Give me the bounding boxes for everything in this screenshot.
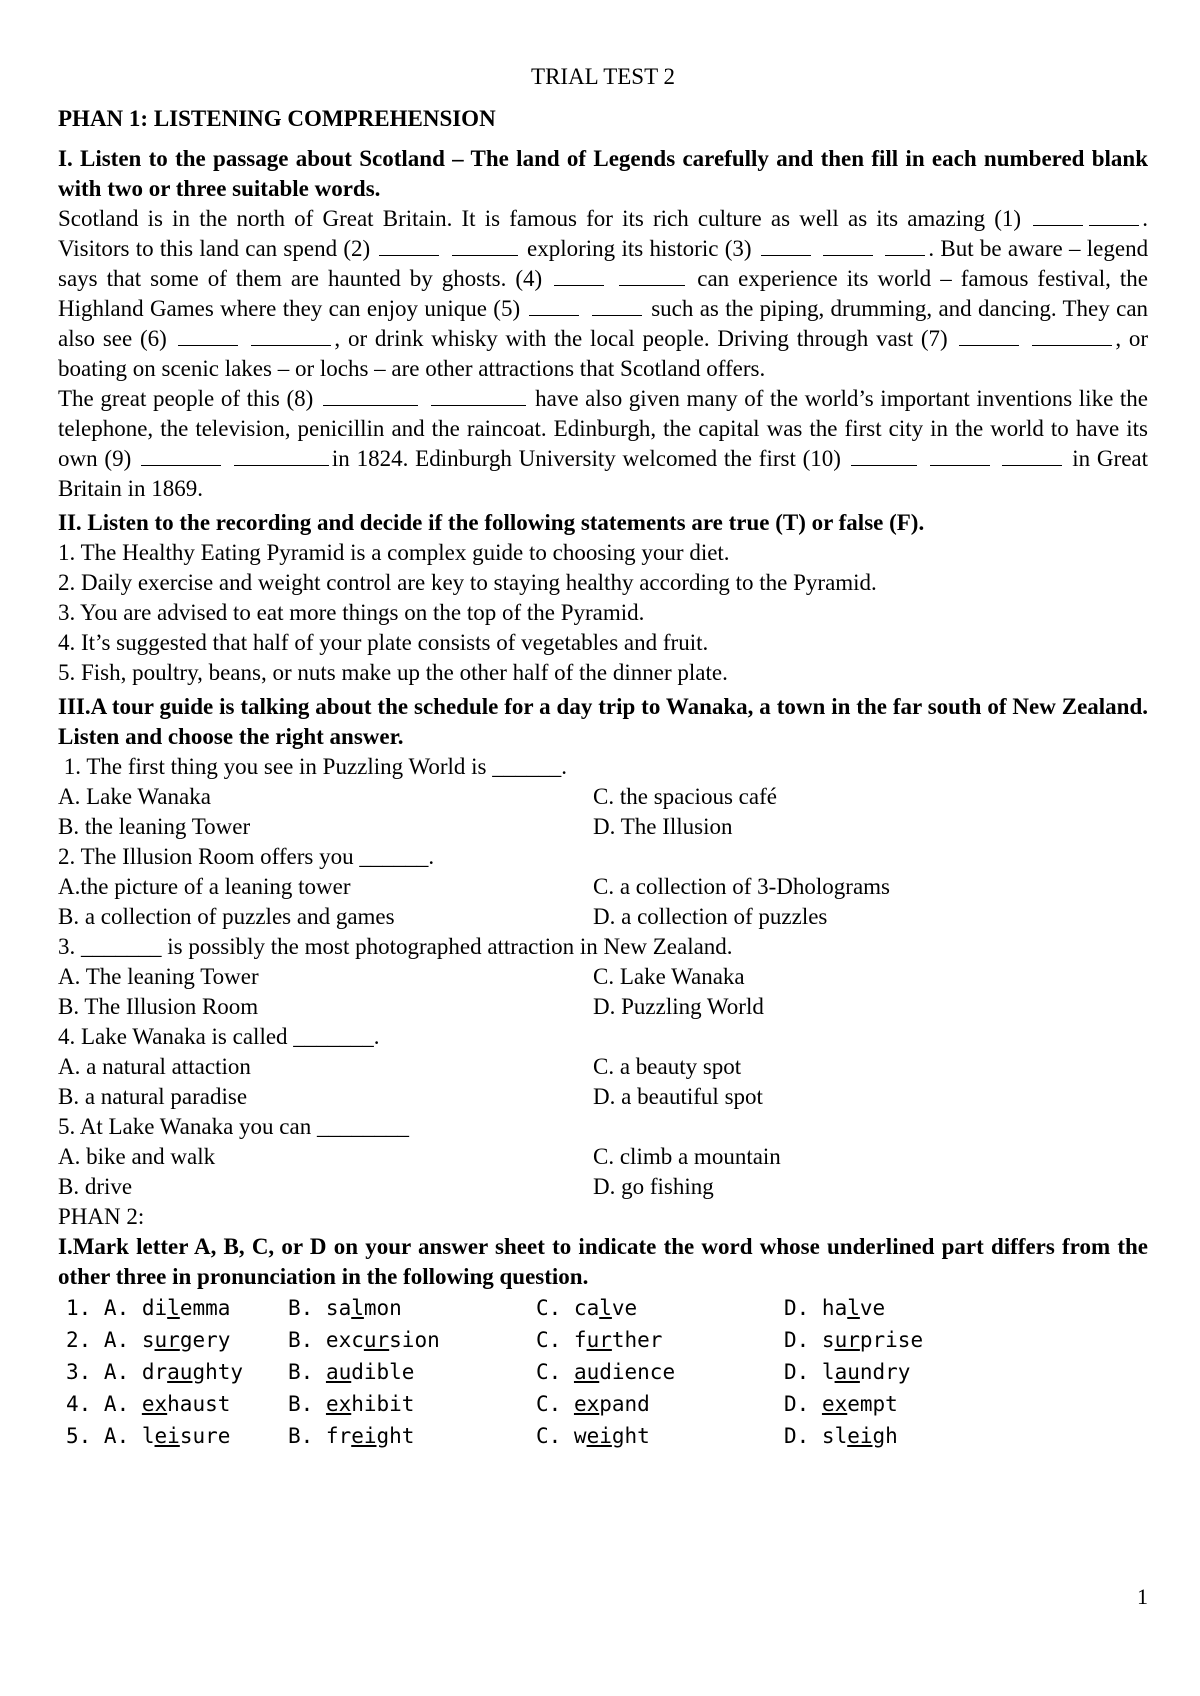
word-part: pand [599,1392,650,1416]
passage-text: have also given many of the world’s important inventions like the telephone, the television, penicillin and the raincoat. Edinburgh, the capital was the first city in the world to have its own (9) [58,386,1148,471]
blank-7b[interactable] [1032,327,1112,346]
underlined-part: au [573,1360,600,1384]
option[interactable]: C. the spacious café [593,784,777,809]
underlined-part: l [167,1296,180,1320]
pronunciation-option[interactable] [536,1324,784,1356]
option[interactable]: A. a natural attaction [58,1054,251,1079]
option[interactable]: B. The Illusion Room [58,994,259,1019]
passage-text: . Visitors to this land can spend (2) [58,206,1149,261]
statement-item: 5. Fish, poultry, beans, or nuts make up the other half of the dinner plate. [58,660,728,685]
option[interactable]: D. a collection of puzzles [593,904,828,929]
option[interactable]: B. a collection of puzzles and games [58,904,395,929]
pronunciation-option[interactable] [784,1324,1024,1356]
option[interactable]: D. The Illusion [593,814,733,839]
row-pad [58,1324,66,1356]
blank-3b[interactable] [823,237,873,256]
blank-8b[interactable] [431,387,526,406]
passage-text: Scotland is in the north of Great Britain. It is famous for its rich culture as well as its amazing (1) [58,206,1022,231]
passage-text: , or drink whisky with the local people. Driving through vast (7) [334,326,948,351]
blank-4b[interactable] [619,267,685,286]
blank-6b[interactable] [251,327,331,346]
pronunciation-option[interactable] [66,1292,288,1324]
word-part: haust [167,1392,231,1416]
word-part: emma [179,1296,231,1320]
word-part: gery [179,1328,231,1352]
word-part: dience [599,1360,676,1384]
scotland-passage-paragraph-1 [58,204,1148,384]
scotland-passage-paragraph-2 [58,384,1148,504]
word-part: sion [389,1328,440,1352]
passage-text: exploring its historic (3) [527,236,752,261]
option[interactable]: C. a collection of 3-Dholograms [593,874,891,899]
underlined-part: ei [351,1424,377,1448]
word-part: ghty [192,1360,244,1384]
underlined-part: au [834,1360,860,1384]
word-part: ndry [859,1360,911,1384]
underlined-part: ex [325,1392,352,1416]
part1-heading: PHAN 1: LISTENING COMPREHENSION [58,106,496,131]
option[interactable]: B. the leaning Tower [58,814,251,839]
word-part: B. sa [288,1296,352,1320]
word-part: D. ha [784,1296,848,1320]
pronunciation-option[interactable] [536,1388,784,1420]
passage-text: , or boating on scenic lakes – or lochs – are other attractions that Scotland offers. [58,326,1149,381]
statement-item: 3. You are advised to eat more things on the top of the Pyramid. [58,600,645,625]
section3-instruction: III.A tour guide is talking about the schedule for a day trip to Wanaka, a town in the far south of New Zealand. Listen and choose the right answer. [58,694,1148,749]
row-pad [58,1388,66,1420]
underlined-part: au [167,1360,193,1384]
word-part: B. [288,1360,326,1384]
mc-question: 5. At Lake Wanaka you can ________ [58,1114,409,1139]
blank-5a[interactable] [529,297,579,316]
mc-options [58,1052,1148,1112]
blank-2a[interactable] [379,237,439,256]
word-part: C. f [536,1328,587,1352]
mc-options [58,1142,1148,1202]
blank-1a[interactable] [1033,207,1083,226]
pronunciation-option[interactable] [536,1356,784,1388]
row-pad [58,1420,66,1452]
statement-item: 2. Daily exercise and weight control are key to staying healthy according to the Pyramid. [58,570,877,595]
option[interactable]: A. The leaning Tower [58,964,259,989]
blank-2b[interactable] [452,237,518,256]
statement-item: 4. It’s suggested that half of your plate consists of vegetables and fruit. [58,630,709,655]
statement-item: 1. The Healthy Eating Pyramid is a complex guide to choosing your diet. [58,540,730,565]
underlined-part: ei [154,1424,180,1448]
mc-question: 2. The Illusion Room offers you ______. [58,844,435,869]
word-part: ght [376,1424,415,1448]
word-part: hibit [351,1392,415,1416]
pronunciation-option[interactable] [288,1420,536,1452]
pronunciation-option[interactable] [288,1356,536,1388]
word-part: D. sl [784,1424,848,1448]
pronunciation-option[interactable] [288,1388,536,1420]
underlined-part: l [847,1296,860,1320]
pronunciation-option[interactable] [784,1388,1024,1420]
word-part: ve [859,1296,886,1320]
page-number: 1 [1137,1584,1148,1609]
pronunciation-table [58,1292,1148,1452]
passage-text: such as the piping, drumming, and dancing. They can also see (6) [58,296,1149,351]
option[interactable]: A.the picture of a leaning tower [58,874,351,899]
section2-instruction: II. Listen to the recording and decide if the following statements are true (T) or false (F). [58,510,925,535]
word-part: C. ca [536,1296,600,1320]
blank-3a[interactable] [761,237,811,256]
mc-question: 1. The first thing you see in Puzzling World is ______. [58,754,568,779]
underlined-part: ex [821,1392,848,1416]
underlined-part: l [351,1296,364,1320]
blank-1b[interactable] [1089,207,1139,226]
word-part: 4. A. [66,1392,142,1416]
word-part: 3. A. dr [66,1360,168,1384]
option[interactable]: C. a beauty spot [593,1054,742,1079]
pronunciation-option[interactable] [784,1420,1024,1452]
word-part: gh [872,1424,898,1448]
word-part: mon [363,1296,402,1320]
option[interactable]: B. a natural paradise [58,1084,248,1109]
underlined-part: ei [847,1424,873,1448]
blank-6a[interactable] [178,327,238,346]
word-part: ther [611,1328,663,1352]
option[interactable]: C. climb a mountain [593,1144,781,1169]
passage-text: . But be aware – legend says that some of them are haunted by ghosts. (4) [58,236,1149,291]
passage-text: The great people of this (8) [58,386,314,411]
underlined-part: ex [573,1392,600,1416]
option[interactable]: D. a beautiful spot [593,1084,763,1109]
option[interactable]: D. Puzzling World [593,994,764,1019]
word-part: dible [351,1360,415,1384]
word-part: B. [288,1392,326,1416]
blank-10b[interactable] [930,447,990,466]
blank-7a[interactable] [959,327,1019,346]
part2-heading: PHAN 2: [58,1204,145,1229]
blank-10a[interactable] [851,447,917,466]
pronunciation-option[interactable] [784,1356,1024,1388]
word-part: empt [847,1392,898,1416]
word-part: prise [859,1328,924,1352]
word-part: C. [536,1392,574,1416]
pronunciation-option[interactable] [66,1356,288,1388]
blank-8a[interactable] [323,387,418,406]
passage-text: in 1824. Edinburgh University welcomed the first (10) [331,446,841,471]
pronunciation-option[interactable] [536,1292,784,1324]
option[interactable]: A. Lake Wanaka [58,784,211,809]
pronunciation-option[interactable] [288,1292,536,1324]
pronunciation-option[interactable] [784,1292,1024,1324]
blank-10c[interactable] [1002,447,1062,466]
word-part: D. l [784,1360,835,1384]
underlined-part: ur [154,1328,180,1352]
underlined-part: ei [586,1424,612,1448]
option[interactable]: B. drive [58,1174,133,1199]
underlined-part: ex [141,1392,168,1416]
option[interactable]: A. bike and walk [58,1144,216,1169]
mc-options [58,872,1148,932]
pronunciation-option[interactable] [66,1324,288,1356]
pronunciation-option[interactable] [66,1388,288,1420]
passage-text: can experience its world – famous festival, the Highland Games where they can enjoy unique (5) [58,266,1148,321]
section1-instruction: I. Listen to the passage about Scotland – The land of Legends carefully and then fill in each numbered blank with two or three suitable words. [58,146,1148,201]
underlined-part: l [599,1296,612,1320]
underlined-part: ur [363,1328,390,1352]
word-part: C. w [536,1424,587,1448]
word-part: ve [611,1296,638,1320]
word-part: ght [611,1424,650,1448]
passage-text: in Great Britain in 1869. [58,446,1148,501]
mc-question: 4. Lake Wanaka is called _______. [58,1024,380,1049]
underlined-part: ur [586,1328,612,1352]
blank-3c[interactable] [885,237,925,256]
page-title: TRIAL TEST 2 [531,64,675,89]
word-part: 1. A. di [66,1296,168,1320]
option[interactable]: C. Lake Wanaka [593,964,745,989]
row-pad [58,1356,66,1388]
word-part: D. [784,1392,822,1416]
word-part: B. exc [288,1328,364,1352]
pronunciation-option[interactable] [288,1324,536,1356]
blank-4a[interactable] [554,267,604,286]
row-pad [58,1292,66,1324]
mc-question: 3. _______ is possibly the most photographed attraction in New Zealand. [58,934,733,959]
word-part: C. [536,1360,574,1384]
option[interactable]: D. go fishing [593,1174,714,1199]
blank-5b[interactable] [592,297,642,316]
blank-9a[interactable] [141,447,221,466]
word-part: B. fr [288,1424,352,1448]
pronunciation-option[interactable] [536,1420,784,1452]
blank-9b[interactable] [234,447,329,466]
document-content [58,62,1148,1452]
pronunciation-option[interactable] [66,1420,288,1452]
mc-options [58,962,1148,1022]
word-part: sure [179,1424,231,1448]
word-part: D. s [784,1328,835,1352]
mc-options [58,782,1148,842]
underlined-part: ur [834,1328,860,1352]
word-part: 5. A. l [66,1424,155,1448]
pronunciation-instruction: I.Mark letter A, B, C, or D on your answer sheet to indicate the word whose underlined part differs from the other three in pronunciation in the following question. [58,1234,1148,1289]
underlined-part: au [325,1360,352,1384]
word-part: 2. A. s [66,1328,155,1352]
